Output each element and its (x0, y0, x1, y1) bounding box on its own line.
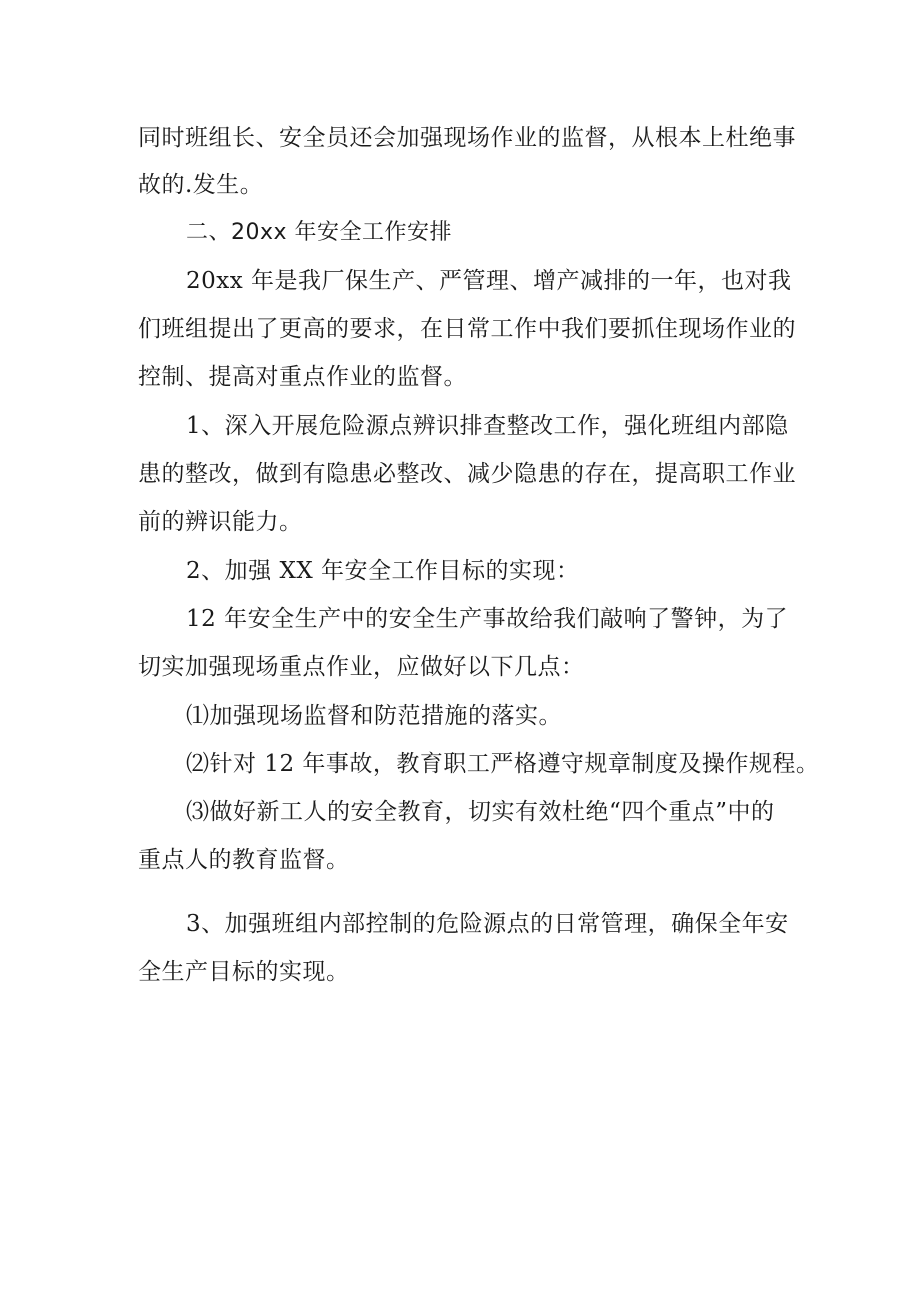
paragraph-line: 故的.发生。 (138, 172, 264, 198)
paragraph-line: 患的整改，做到有隐患必整改、减少隐患的存在，提高职工作业 (138, 461, 796, 487)
paragraph-line: 重点人的教育监督。 (138, 847, 350, 873)
list-item-line: ⑵针对 12 年事故，教育职工严格遵守规章制度及操作规程。 (186, 751, 820, 777)
section-heading: 二、20xx 年安全工作安排 (186, 220, 453, 245)
list-item-line: ⑴加强现场监督和防范措施的落实。 (186, 703, 562, 729)
paragraph-line: 全生产目标的实现。 (138, 959, 350, 985)
list-item-line: 2、加强 XX 年安全工作目标的实现： (186, 558, 580, 584)
list-item-line: 1、深入开展危险源点辨识排查整改工作，强化班组内部隐 (186, 413, 789, 439)
paragraph-line: 12 年安全生产中的安全生产事故给我们敲响了警钟，为了 (186, 606, 789, 632)
paragraph-line: 前的辨识能力。 (138, 509, 303, 535)
paragraph-line: 20xx 年是我厂保生产、严管理、增产减排的一年，也对我 (186, 268, 792, 294)
paragraph-line: 们班组提出了更高的要求，在日常工作中我们要抓住现场作业的 (138, 316, 796, 342)
list-item-line: ⑶做好新工人的安全教育，切实有效杜绝“四个重点”中的 (186, 799, 775, 825)
list-item-line: 3、加强班组内部控制的危险源点的日常管理，确保全年安 (186, 911, 789, 937)
paragraph-line: 控制、提高对重点作业的监督。 (138, 364, 467, 390)
paragraph-line: 同时班组长、安全员还会加强现场作业的监督，从根本上杜绝事 (138, 125, 796, 151)
paragraph-line: 切实加强现场重点作业，应做好以下几点： (138, 654, 585, 680)
